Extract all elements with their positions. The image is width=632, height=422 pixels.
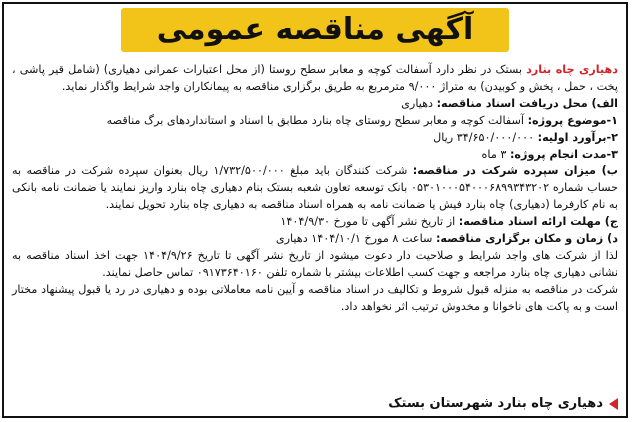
- section-be-value: شرکت کنندگان باید مبلغ ۱/۷۳۲/۵۰۰/۰۰۰ ریال بعنوان سپرده شرکت در مناقصه به حساب شماره ۰۵۳۰۱۰۰۰۵۴۰۰۰۶۸۹۹۳۴۳۲۰۲ بانک توسعه تعاون شعبه بستک بنام دهیاری چاه بنارد واریز نمایند یا ضمانت نامه بانکی به نام کارفرما (دهیاری) چاه بنارد فیش یا ضمانت نامه به همراه اسناد مناقصه به دهیاری چاه بنارد تحویل نمایند.: [12, 164, 619, 212]
- section-jim: [12, 214, 618, 231]
- item-1: [12, 113, 618, 130]
- section-be: [12, 163, 618, 214]
- item-1-value: آسفالت کوچه و معابر سطح روستای چاه بنارد مطابق با اسناد و استانداردهای برگ مناقصه: [106, 113, 528, 127]
- section-jim-label: ج) مهلت ارائه اسناد مناقصه:: [458, 215, 618, 229]
- notice-body: [12, 62, 618, 316]
- notice-frame: [2, 2, 628, 418]
- section-alef-value: دهیاری: [401, 96, 437, 110]
- title-wrap: [4, 8, 626, 52]
- section-dal: [12, 231, 618, 248]
- terms-paragraph: شرکت در مناقصه به منزله قبول شروط و تکالیف در اسناد مناقصه و آیین نامه معاملاتی بوده و دهیاری در رد یا قبول پیشنهاد مختار است و به پاکت های ناخوانا و مخدوش ترتیب اثر نخواهد داد.: [12, 282, 618, 313]
- section-jim-value: از تاریخ نشر آگهی تا مورخ ۱۴۰۴/۹/۳۰: [280, 215, 459, 229]
- footer-signature: [388, 396, 618, 411]
- intro-paragraph: [12, 62, 618, 96]
- section-dal-value: ساعت ۸ مورخ ۱۴۰۴/۱۰/۱ دهیاری: [275, 232, 436, 246]
- section-be-label: ب) میزان سپرده شرکت در مناقصه:: [412, 164, 618, 178]
- item-2: [12, 130, 618, 147]
- item-1-label: ۱-موضوع پروژه:: [527, 113, 618, 127]
- section-dal-label: د) زمان و مکان برگزاری مناقصه:: [435, 232, 618, 246]
- triangle-bullet-icon: [609, 398, 618, 410]
- intro-text: بستک در نظر دارد آسفالت کوچه و معابر سطح روستا (از محل اعتبارات عمرانی دهیاری) (شامل قیر پاشی ، پخت ، حمل ، پخش و کوبیدن) به متراژ ۹/۰۰۰ مترمربع به طریق برگزاری مناقصه به پیمانکاران واجد شرایط واگذار نماید.: [12, 63, 618, 93]
- item-3: [12, 147, 618, 164]
- item-2-label: ۲-برآورد اولیه:: [537, 130, 618, 144]
- section-alef: [12, 96, 618, 113]
- item-3-value: ۳ ماه: [481, 147, 510, 161]
- item-2-value: ۳۴/۶۵۰/۰۰۰/۰۰۰ ریال: [433, 130, 538, 144]
- invitation-paragraph: لذا از شرکت های واجد شرایط و صلاحیت دار دعوت میشود از تاریخ نشر آگهی تا تاریخ ۱۴۰۴/۹/۲۶ جهت اخذ اسناد مناقصه به نشانی دهیاری چاه بنارد مراجعه و جهت کسب اطلاعات بیشتر با شماره تلفن ۰۹۱۷۳۶۴۰۱۶۰ تماس حاصل نمایند.: [12, 248, 618, 279]
- item-3-label: ۳-مدت انجام پروژه:: [509, 147, 618, 161]
- section-alef-label: الف) محل دریافت اسناد مناقصه:: [436, 96, 618, 110]
- notice-title: آگهی مناقصه عمومی: [121, 8, 510, 52]
- footer-text: دهیاری چاه بنارد شهرستان بستک: [388, 396, 603, 411]
- org-name: دهیاری چاه بنارد: [526, 63, 618, 76]
